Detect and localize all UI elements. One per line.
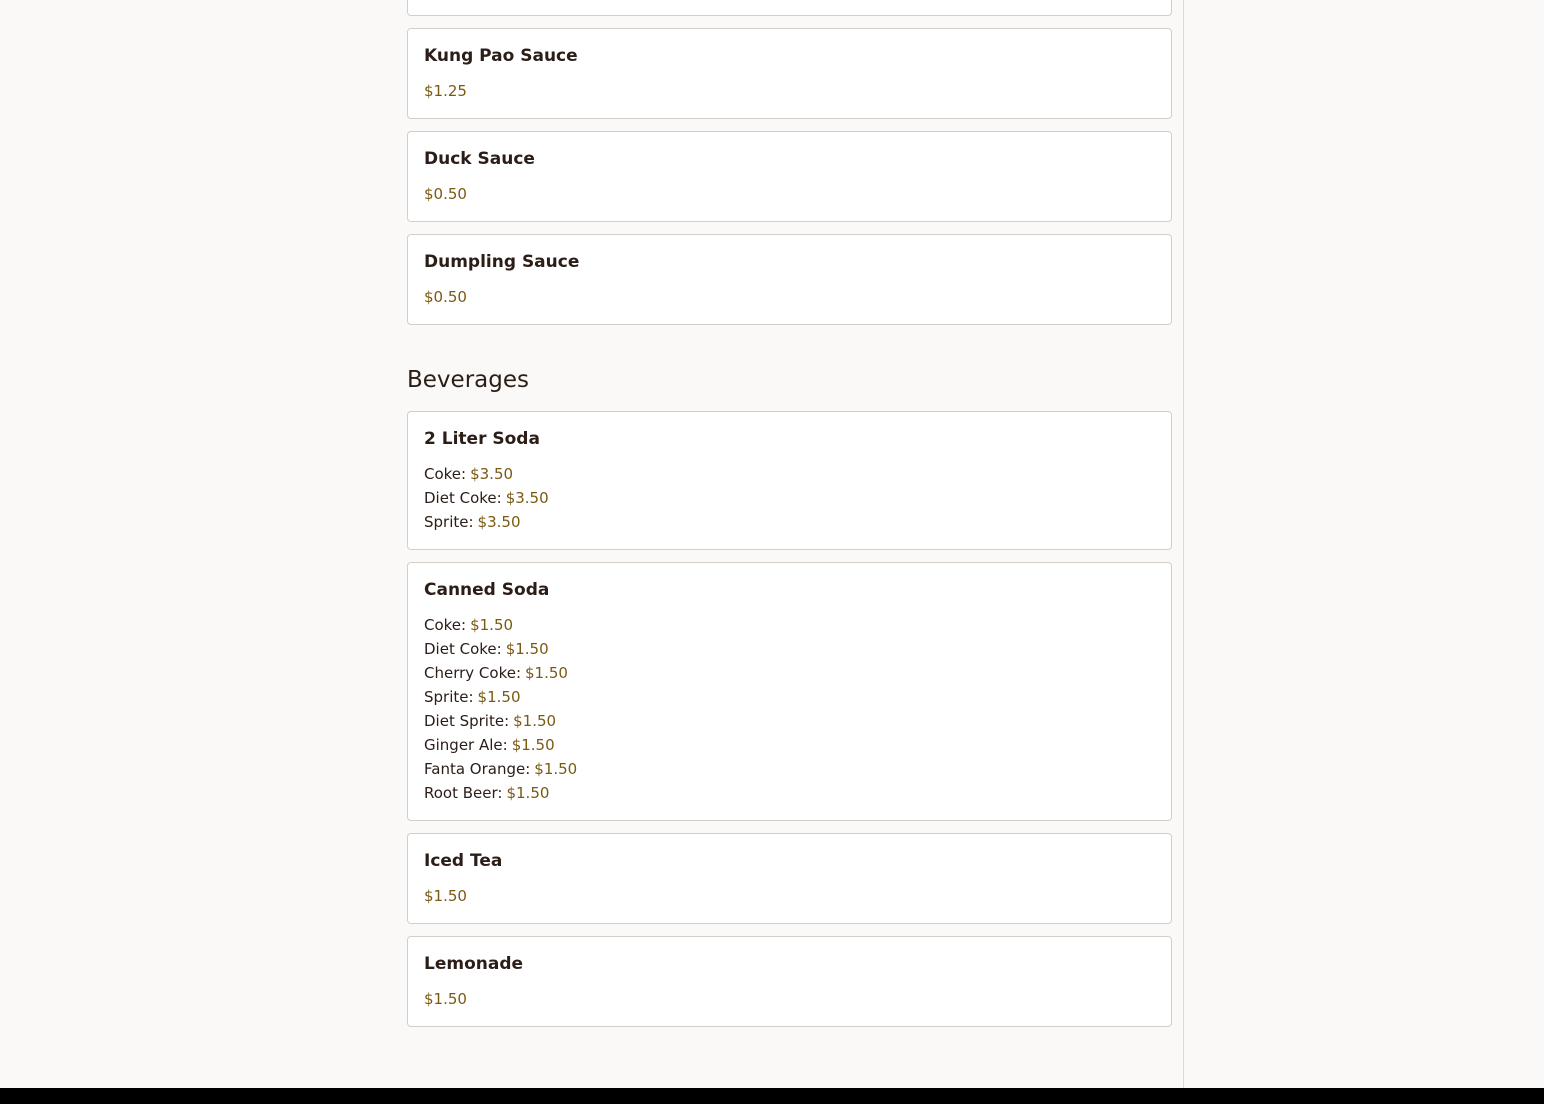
variant-price: $3.50 xyxy=(505,489,549,507)
menu-item-name: Kung Pao Sauce xyxy=(424,46,578,66)
menu-content xyxy=(407,0,1172,1039)
menu-item-price: $1.50 xyxy=(424,887,467,905)
menu-item-price: $1.25 xyxy=(424,82,467,100)
menu-item-card-partial[interactable] xyxy=(407,0,1172,16)
variant-label: Coke: xyxy=(424,465,467,483)
menu-item-name: Iced Tea xyxy=(424,851,503,871)
menu-item-card[interactable] xyxy=(407,131,1172,222)
variant-price: $1.50 xyxy=(506,784,550,802)
menu-item-name: Dumpling Sauce xyxy=(424,252,580,272)
menu-item-name: Duck Sauce xyxy=(424,149,535,169)
variant-line xyxy=(424,781,1155,805)
variant-label: Sprite: xyxy=(424,688,474,706)
variant-label: Fanta Orange: xyxy=(424,760,531,778)
variant-line xyxy=(424,709,1155,733)
variant-line xyxy=(424,757,1155,781)
variant-line xyxy=(424,486,1155,510)
menu-item-name: Lemonade xyxy=(424,954,524,974)
variant-label: Diet Sprite: xyxy=(424,712,510,730)
menu-item-price: $0.50 xyxy=(424,185,467,203)
variant-line xyxy=(424,685,1155,709)
variant-price: $3.50 xyxy=(470,465,514,483)
menu-item-card[interactable] xyxy=(407,234,1172,325)
variant-price: $1.50 xyxy=(477,688,521,706)
variant-price: $1.50 xyxy=(470,616,514,634)
section-heading-beverages: Beverages xyxy=(407,367,529,393)
menu-item-name: 2 Liter Soda xyxy=(424,429,540,449)
column-divider xyxy=(1183,0,1184,1088)
variant-label: Ginger Ale: xyxy=(424,736,508,754)
variant-line xyxy=(424,510,1155,534)
variant-label: Cherry Coke: xyxy=(424,664,522,682)
menu-item-card[interactable] xyxy=(407,833,1172,924)
menu-item-card[interactable] xyxy=(407,28,1172,119)
variant-label: Diet Coke: xyxy=(424,489,502,507)
menu-item-price: $1.50 xyxy=(424,990,467,1008)
menu-item-price: $0.50 xyxy=(424,288,467,306)
variant-price: $1.50 xyxy=(505,640,549,658)
variant-label: Diet Coke: xyxy=(424,640,502,658)
variant-price: $1.50 xyxy=(525,664,568,682)
variant-label: Root Beer: xyxy=(424,784,503,802)
variant-price: $1.50 xyxy=(511,736,555,754)
variant-price: $1.50 xyxy=(534,760,578,778)
variant-label: Sprite: xyxy=(424,513,474,531)
variant-price: $1.50 xyxy=(513,712,557,730)
menu-item-card[interactable] xyxy=(407,936,1172,1027)
variant-line xyxy=(424,733,1155,757)
menu-item-card[interactable] xyxy=(407,562,1172,821)
variant-label: Coke: xyxy=(424,616,467,634)
menu-item-card[interactable] xyxy=(407,411,1172,550)
variant-line xyxy=(424,637,1155,661)
variant-line xyxy=(424,613,1155,637)
footer-bar xyxy=(0,1088,1544,1104)
menu-item-name: Canned Soda xyxy=(424,580,550,600)
variant-line xyxy=(424,462,1155,486)
variant-line xyxy=(424,661,1155,685)
variant-price: $3.50 xyxy=(477,513,521,531)
